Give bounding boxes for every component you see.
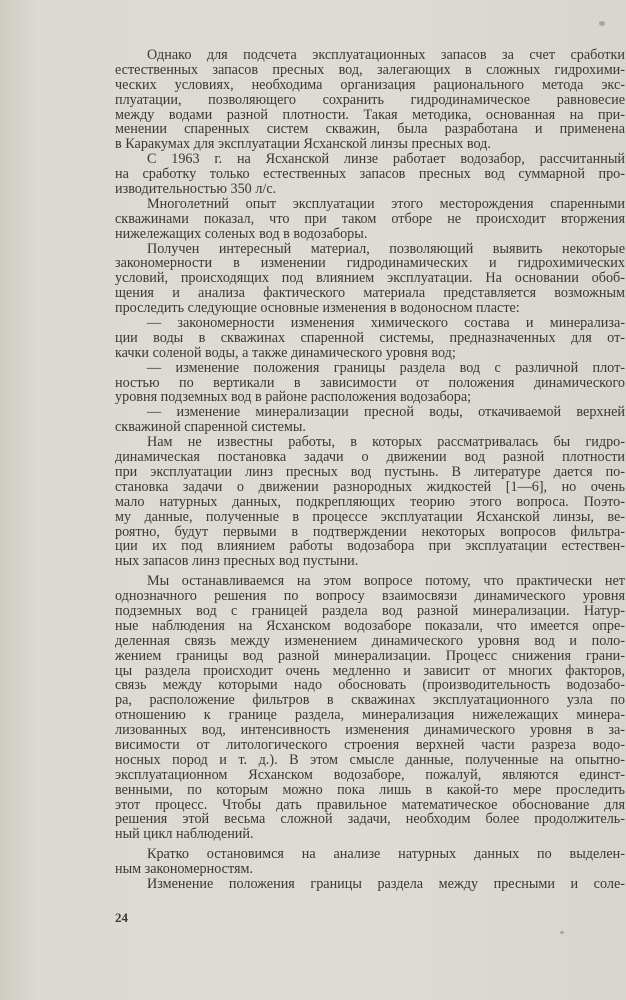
text-line: эксплуатационном Ясханском водозаборе, пожалуй, являются единст- (115, 767, 625, 783)
text-line: Однако для подсчета эксплуатационных запасов за счет сработки (147, 48, 625, 63)
text-line: лизованных вод, интенсивность изменения динамического уровня в за- (115, 723, 625, 738)
text-line: висимости от литологического строения верхней части разреза водо- (115, 737, 625, 753)
text-line: естественных запасов пресных вод, залегающих в сложных гидрохими- (115, 62, 625, 78)
text-line: связь между которыми надо обосновать (производительность водозабо- (115, 678, 625, 694)
text-line: деленная связь между изменением динамического уровня вод и поло- (115, 633, 625, 649)
text-line: ный цикл наблюдений. (115, 827, 254, 843)
text-line: жением границы вод разной минерализации. Процесс снижения грани- (115, 648, 625, 664)
text-line: ным закономерностям. (115, 862, 254, 877)
text-line: ностью по вертикали в зависимости от положения динамического (115, 375, 625, 391)
text-line: — изменение минерализации пресной воды, откачиваемой верхней (147, 405, 625, 421)
text-line: Изменение положения границы раздела между пресными и соле- (147, 876, 625, 892)
text-line: решения этой весьма сложной задачи, необходим более продолжитель- (115, 812, 625, 828)
text-line: щения и анализа фактического материала представляется возможным (115, 286, 625, 302)
text-line: Нам не известны работы, в которых рассматривалась бы гидро- (147, 435, 625, 451)
text-line: этот процесс. Чтобы дать правильное математическое обоснование для (115, 797, 625, 813)
text-line: становка задачи о движении разнородных жидкостей [1—6], но очень (115, 479, 625, 495)
text-line: Получен интересный материал, позволяющий выявить некоторые (147, 241, 625, 257)
text-line: уровня подземных вод в районе расположения водозабора; (115, 390, 472, 406)
text-line: мало натурных данных, подкрепляющих теорию этого вопроса. Поэто- (115, 494, 625, 510)
text-line: му данные, полученные в процессе эксплуатации Ясханской линзы, ве- (115, 509, 625, 525)
text-line: — закономерности изменения химического состава и минерализа- (147, 316, 625, 331)
text-line: ные наблюдения на Ясханском водозаборе показали, что имеется опре- (115, 618, 625, 634)
text-line: подземных вод с границей раздела вод разной минерализации. Натур- (115, 603, 625, 619)
text-line: менении спаренных систем скважин, была разработана и применена (115, 122, 625, 138)
text-line: скважиной спаренной системы. (115, 420, 306, 436)
text-line: в Каракумах для эксплуатации Ясханской линзы пресных вод. (115, 137, 491, 153)
text-line: изводительностью 350 л/с. (115, 182, 277, 197)
text-line: Мы останавливаемся на этом вопросе потому, что практически нет (147, 574, 625, 590)
text-line: условий, происходящих под влиянием эксплуатации. На основании обоб- (115, 271, 625, 287)
text-line: носных пород и т. д.). В этом смысле данные, полученные на опытно- (115, 752, 625, 768)
text-line: С 1963 г. на Ясханской линзе работает водозабор, рассчитанный (147, 152, 625, 168)
text-line: нижележащих соленых вод в водозаборы. (115, 226, 368, 242)
text-line: отношению к границе раздела, минерализация нижележащих минера- (115, 708, 625, 724)
text-line: — изменение положения границы раздела вод с различной плот- (147, 360, 625, 376)
text-line: ции воды в скважинах спаренной системы, предназначенных для от- (115, 330, 625, 346)
text-line: динамическая постановка задачи о движении вод разной плотности (115, 450, 625, 465)
text-line: между водами разной плотности. Такая методика, основанная на при- (115, 107, 625, 123)
text-line: ра, расположение фильтров в скважинах эксплуатационного узла по (115, 693, 625, 709)
text-line: закономерности в изменении гидродинамических и гидрохимических (115, 256, 625, 272)
text-line: скважинами показал, что при таком отборе не происходит вторжения (115, 211, 625, 227)
text-line: плуатации, позволяющего сохранить гидродинамическое равновесие (115, 92, 625, 108)
text-line: венными, по которым можно пока лишь в какой-то мере проследить (115, 782, 625, 798)
text-line: однозначного решения по вопросу взаимосвязи динамического уровня (115, 589, 625, 604)
text-line: на сработку только естественных запасов пресных вод суммарной про- (115, 167, 625, 183)
text-line: цы раздела происходит очень медленно и зависит от многих факторов, (115, 663, 625, 679)
text-line: ческих условиях, необходима организация рационального метода экс- (115, 77, 625, 93)
text-line: Кратко остановимся на анализе натурных данных по выделен- (147, 847, 625, 863)
text-line: ции их под влиянием работы водозабора при эксплуатации естествен- (115, 539, 625, 555)
text-line: Многолетний опыт эксплуатации этого месторождения спаренными (147, 196, 625, 212)
text-line: качки соленой воды, а также динамического уровня вод; (115, 345, 456, 361)
paper-spot (599, 21, 605, 26)
text-line: ных запасов линз пресных вод пустыни. (115, 554, 359, 570)
text-line: проследить следующие основные изменения в водоносном пласте: (115, 301, 520, 317)
text-line: роятно, будут первыми в подтверждении некоторых вопросов фильтра- (115, 524, 625, 540)
paper-spot (560, 931, 564, 934)
page-number: 24 (115, 910, 128, 925)
body-text (115, 48, 625, 892)
text-line: при эксплуатации линз пресных вод пустынь. В литературе дается по- (115, 464, 625, 480)
